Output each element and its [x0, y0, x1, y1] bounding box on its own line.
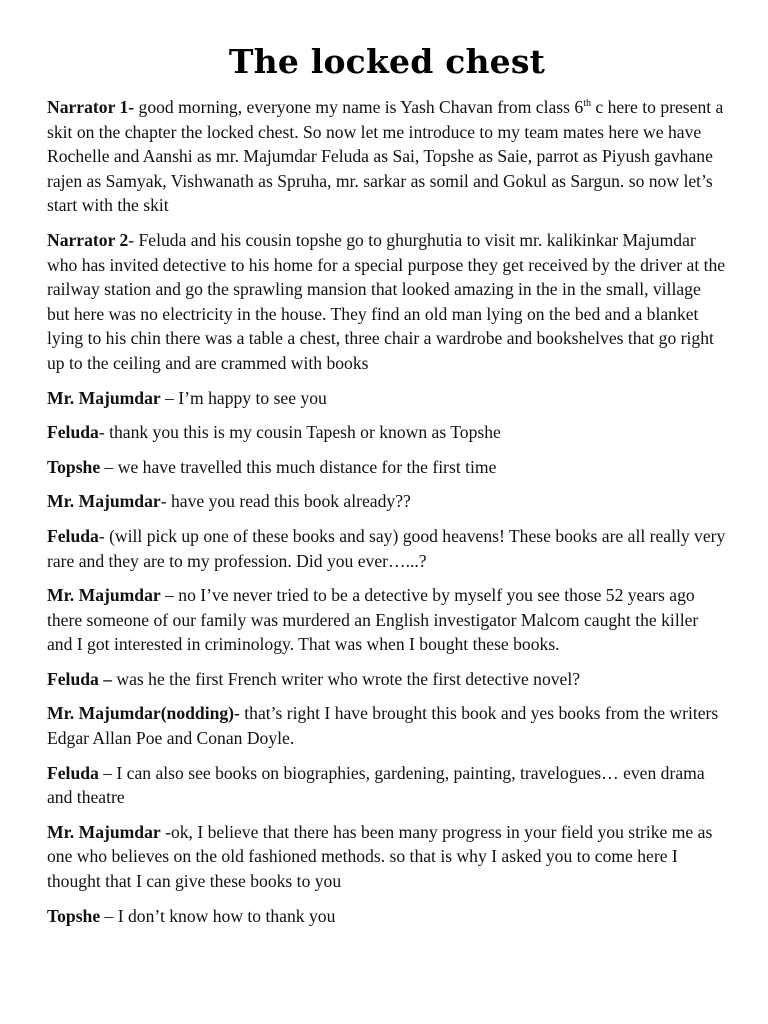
- speaker-name: Feluda: [47, 422, 99, 443]
- speaker-name: Topshe: [47, 905, 101, 926]
- dialogue-line: [47, 701, 727, 750]
- dialogue-line: [47, 386, 727, 411]
- dialogue-text: c here to present a skit on the chapter the locked chest. So now let me introduce to my team mates here we have Rochelle and Aanshi as mr. Majumdar Feluda as Sai, Topshe as Saie, parrot as Piyush gavhane rajen as Samyak, Vishwanath as Spruha, mr. sarkar as somil and Gokul as Sargun. so now let’s start with the skit: [47, 97, 724, 216]
- dialogue-line: [47, 95, 727, 218]
- speaker-name: Topshe: [47, 456, 101, 477]
- dialogue-text: that’s right I have brought this book and yes books from the writers Edgar Allan Poe and Conan Doyle.: [47, 703, 719, 749]
- dialogue-line: [47, 524, 727, 573]
- speaker-name: Feluda –: [47, 668, 113, 689]
- dialogue-text: – no I’ve never tried to be a detective by myself you see those 52 years ago there someone of our family was murdered an English investigator Malcom caught the killer and I got interested in criminology. That was when I bought these books.: [47, 585, 699, 655]
- speaker-name: Mr. Majumdar: [47, 387, 161, 408]
- superscript: th: [583, 98, 591, 109]
- dialogue-text: - thank you this is my cousin Tapesh or known as Topshe: [98, 422, 501, 443]
- dialogue-line: [47, 583, 727, 657]
- dialogue-line: [47, 420, 727, 445]
- dialogue-text: was he the first French writer who wrote the first detective novel?: [112, 668, 581, 689]
- dialogue-line: [47, 667, 727, 692]
- document-page: [47, 42, 727, 938]
- speaker-name: Mr. Majumdar: [47, 585, 161, 606]
- document-title: The locked chest: [228, 42, 546, 81]
- dialogue-text: - have you read this book already??: [160, 491, 411, 512]
- dialogue-text: – I’m happy to see you: [160, 387, 327, 408]
- dialogue-line: [47, 489, 727, 514]
- speaker-name: Narrator 1-: [47, 97, 135, 117]
- dialogue-text: - Feluda and his cousin topshe go to ghurghutia to visit mr. kalikinkar Majumdar who has invited detective to his home for a special purpose they get received by the driver at the railway station and go the sprawling mansion that looked amazing in the in the small, village but here was no electricity in the house. They find an old man lying on the bed and a blanket lying to his chin there was a table a chest, three chair a wardrobe and bookshelves that go right up to the ceiling and are crammed with books: [47, 229, 726, 373]
- speaker-name: Narrator 2: [47, 229, 129, 250]
- dialogue-text: – we have travelled this much distance for the first time: [100, 456, 497, 477]
- dialogue-line: [47, 228, 727, 376]
- dialogue-text: – I can also see books on biographies, gardening, painting, travelogues… even drama and theatre: [47, 762, 705, 808]
- dialogue-line: [47, 904, 727, 929]
- speaker-name: Feluda: [47, 762, 99, 783]
- speaker-name: Mr. Majumdar: [47, 821, 161, 842]
- speaker-name: Feluda: [47, 525, 99, 546]
- dialogue-text: – I don’t know how to thank you: [100, 905, 336, 926]
- dialogue-text: - (will pick up one of these books and say) good heavens! These books are all really very rare and they are to my profession. Did you ever…...?: [47, 525, 726, 571]
- dialogue-text: good morning, everyone my name is Yash Chavan from class 6: [134, 97, 584, 117]
- speaker-name: Mr. Majumdar(nodding)-: [47, 703, 240, 724]
- speaker-name: Mr. Majumdar: [47, 491, 161, 512]
- dialogue-text: -ok, I believe that there has been many progress in your field you strike me as one who believes on the old fashioned methods. so that is why I asked you to come here I thought that I can give these books to you: [47, 821, 713, 892]
- dialogue-line: [47, 820, 727, 894]
- dialogue-line: [47, 455, 727, 480]
- dialogue-line: [47, 761, 727, 810]
